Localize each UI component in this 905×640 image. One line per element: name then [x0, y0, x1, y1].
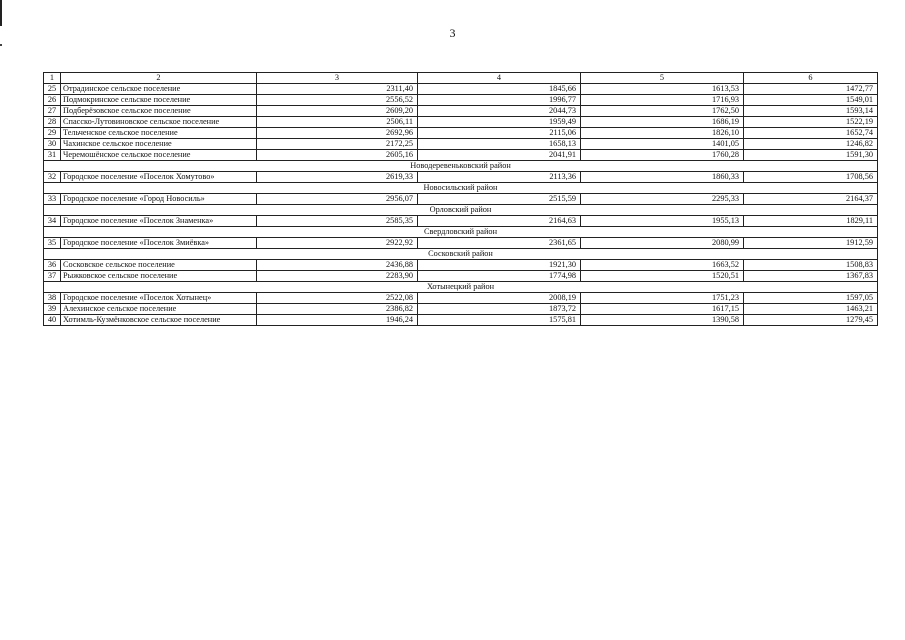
settlement-name: Городское поселение «Поселок Хотынец»: [61, 293, 257, 304]
settlement-name: Отрадинское сельское поселение: [61, 84, 257, 95]
row-number: 27: [44, 106, 61, 117]
value-col-4: 1996,77: [418, 95, 581, 106]
value-col-3: 2172,25: [257, 139, 418, 150]
value-col-4: 1658,13: [418, 139, 581, 150]
district-name: Свердловский район: [44, 227, 878, 238]
table-row: [44, 238, 878, 249]
district-name: Новосильский район: [44, 183, 878, 194]
district-header-row: [44, 282, 878, 293]
header-cell-1: 1: [44, 73, 61, 84]
value-col-4: 2515,59: [418, 194, 581, 205]
value-col-3: 2609,20: [257, 106, 418, 117]
district-name: Орловский район: [44, 205, 878, 216]
value-col-3: 2436,88: [257, 260, 418, 271]
table-row: [44, 216, 878, 227]
settlement-name: Городское поселение «Поселок Змиёвка»: [61, 238, 257, 249]
value-col-3: 2506,11: [257, 117, 418, 128]
district-name: Новодеревеньковский район: [44, 161, 878, 172]
table-row: [44, 150, 878, 161]
settlement-name: Сосковское сельское поселение: [61, 260, 257, 271]
row-number: 39: [44, 304, 61, 315]
value-col-5: 1716,93: [581, 95, 744, 106]
value-col-3: 2605,16: [257, 150, 418, 161]
value-col-4: 1873,72: [418, 304, 581, 315]
value-col-3: 2386,82: [257, 304, 418, 315]
header-cell-5: 5: [581, 73, 744, 84]
row-number: 40: [44, 315, 61, 326]
district-header-row: [44, 183, 878, 194]
value-col-5: 1760,28: [581, 150, 744, 161]
settlement-name: Городское поселение «Поселок Хомутово»: [61, 172, 257, 183]
row-number: 30: [44, 139, 61, 150]
value-col-5: 1762,50: [581, 106, 744, 117]
scan-edge-mark: [0, 0, 2, 26]
table-body: [44, 73, 878, 326]
tariff-table: [43, 72, 878, 326]
row-number: 32: [44, 172, 61, 183]
row-number: 25: [44, 84, 61, 95]
row-number: 36: [44, 260, 61, 271]
value-col-4: 2361,65: [418, 238, 581, 249]
value-col-6: 2164,37: [744, 194, 878, 205]
value-col-5: 1520,51: [581, 271, 744, 282]
row-number: 34: [44, 216, 61, 227]
value-col-5: 1860,33: [581, 172, 744, 183]
value-col-4: 1845,66: [418, 84, 581, 95]
value-col-5: 1751,23: [581, 293, 744, 304]
value-col-4: 1575,81: [418, 315, 581, 326]
table-row: [44, 260, 878, 271]
value-col-4: 2113,36: [418, 172, 581, 183]
table-row: [44, 194, 878, 205]
table-row: [44, 271, 878, 282]
row-number: 29: [44, 128, 61, 139]
settlement-name: Спасско-Лутовиновское сельское поселение: [61, 117, 257, 128]
table-row: [44, 172, 878, 183]
row-number: 33: [44, 194, 61, 205]
table-row: [44, 315, 878, 326]
value-col-3: 2311,40: [257, 84, 418, 95]
settlement-name: Городское поселение «Поселок Знаменка»: [61, 216, 257, 227]
value-col-4: 1921,30: [418, 260, 581, 271]
table-header-row: [44, 73, 878, 84]
value-col-5: 1955,13: [581, 216, 744, 227]
district-name: Сосковский район: [44, 249, 878, 260]
value-col-6: 1472,77: [744, 84, 878, 95]
settlement-name: Чахинское сельское поселение: [61, 139, 257, 150]
row-number: 31: [44, 150, 61, 161]
settlement-name: Рыжковское сельское поселение: [61, 271, 257, 282]
value-col-4: 1959,49: [418, 117, 581, 128]
table-row: [44, 84, 878, 95]
value-col-6: 1549,01: [744, 95, 878, 106]
value-col-3: 2585,35: [257, 216, 418, 227]
value-col-5: 2295,33: [581, 194, 744, 205]
header-cell-6: 6: [744, 73, 878, 84]
value-col-6: 1591,30: [744, 150, 878, 161]
value-col-4: 2041,91: [418, 150, 581, 161]
table-row: [44, 128, 878, 139]
scan-edge-dot: [0, 44, 2, 46]
table-row: [44, 304, 878, 315]
value-col-3: 2556,52: [257, 95, 418, 106]
value-col-3: 2619,33: [257, 172, 418, 183]
value-col-4: 2008,19: [418, 293, 581, 304]
value-col-3: 2692,96: [257, 128, 418, 139]
value-col-5: 1401,05: [581, 139, 744, 150]
row-number: 35: [44, 238, 61, 249]
settlement-name: Хотимль-Кузмёнковское сельское поселение: [61, 315, 257, 326]
value-col-6: 1463,21: [744, 304, 878, 315]
value-col-3: 2283,90: [257, 271, 418, 282]
table-row: [44, 139, 878, 150]
settlement-name: Алехинское сельское поселение: [61, 304, 257, 315]
table-row: [44, 117, 878, 128]
district-header-row: [44, 249, 878, 260]
district-name: Хотынецкий район: [44, 282, 878, 293]
settlement-name: Городское поселение «Город Новосиль»: [61, 194, 257, 205]
value-col-6: 1279,45: [744, 315, 878, 326]
page-number: 3: [449, 26, 456, 40]
value-col-4: 2164,63: [418, 216, 581, 227]
district-header-row: [44, 205, 878, 216]
value-col-5: 2080,99: [581, 238, 744, 249]
row-number: 28: [44, 117, 61, 128]
value-col-6: 1652,74: [744, 128, 878, 139]
value-col-5: 1686,19: [581, 117, 744, 128]
value-col-4: 2115,06: [418, 128, 581, 139]
value-col-4: 2044,73: [418, 106, 581, 117]
value-col-3: 2922,92: [257, 238, 418, 249]
value-col-5: 1390,58: [581, 315, 744, 326]
value-col-6: 1246,82: [744, 139, 878, 150]
value-col-4: 1774,98: [418, 271, 581, 282]
row-number: 37: [44, 271, 61, 282]
value-col-3: 1946,24: [257, 315, 418, 326]
table-row: [44, 95, 878, 106]
value-col-6: 1912,59: [744, 238, 878, 249]
settlement-name: Тельченское сельское поселение: [61, 128, 257, 139]
value-col-3: 2522,08: [257, 293, 418, 304]
row-number: 38: [44, 293, 61, 304]
header-cell-3: 3: [257, 73, 418, 84]
value-col-5: 1617,15: [581, 304, 744, 315]
header-cell-2: 2: [61, 73, 257, 84]
value-col-5: 1613,53: [581, 84, 744, 95]
header-cell-4: 4: [418, 73, 581, 84]
value-col-6: 1508,83: [744, 260, 878, 271]
settlement-name: Подмокринское сельское поселение: [61, 95, 257, 106]
value-col-6: 1593,14: [744, 106, 878, 117]
value-col-6: 1367,83: [744, 271, 878, 282]
value-col-5: 1826,10: [581, 128, 744, 139]
value-col-6: 1522,19: [744, 117, 878, 128]
settlement-name: Подберёзовское сельское поселение: [61, 106, 257, 117]
table-row: [44, 293, 878, 304]
value-col-6: 1597,05: [744, 293, 878, 304]
value-col-6: 1708,56: [744, 172, 878, 183]
row-number: 26: [44, 95, 61, 106]
value-col-3: 2956,07: [257, 194, 418, 205]
district-header-row: [44, 227, 878, 238]
value-col-5: 1663,52: [581, 260, 744, 271]
value-col-6: 1829,11: [744, 216, 878, 227]
settlement-name: Черемошёнское сельское поселение: [61, 150, 257, 161]
district-header-row: [44, 161, 878, 172]
table-row: [44, 106, 878, 117]
